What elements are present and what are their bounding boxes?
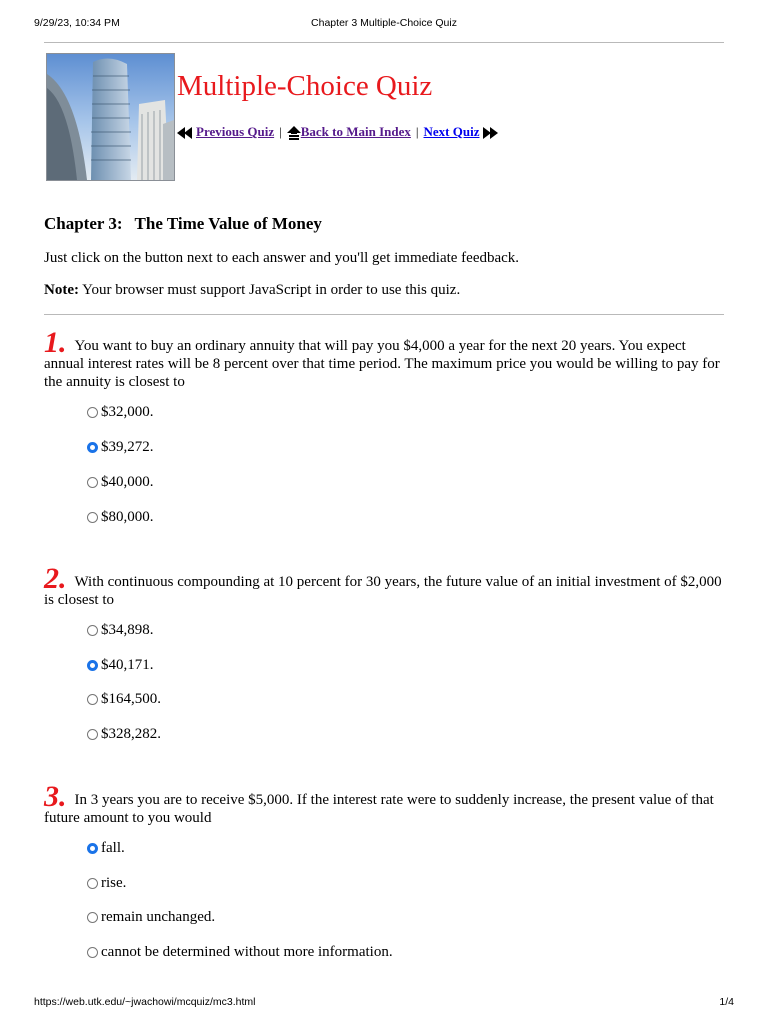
answer-option[interactable] — [87, 725, 161, 743]
back-to-main-index-link[interactable]: Back to Main Index — [300, 124, 411, 139]
radio-button[interactable] — [87, 477, 98, 488]
answer-option[interactable] — [87, 690, 161, 708]
answer-option[interactable] — [87, 839, 125, 857]
header-divider — [44, 42, 724, 43]
nav-separator: | — [279, 124, 282, 139]
question-1 — [44, 326, 728, 391]
radio-button[interactable] — [87, 912, 98, 923]
answer-label: $40,171. — [101, 656, 154, 673]
radio-button[interactable] — [87, 729, 98, 740]
answer-option[interactable] — [87, 438, 154, 456]
double-right-arrow-icon — [482, 124, 498, 140]
print-header — [0, 0, 768, 40]
next-quiz-link[interactable]: Next Quiz — [423, 124, 480, 139]
previous-quiz-link[interactable]: Previous Quiz — [196, 124, 275, 139]
instructions-text: Just click on the button next to each answer and you'll get immediate feedback. — [44, 250, 520, 266]
up-arrow-icon — [287, 124, 301, 140]
question-text: You want to buy an ordinary annuity that will pay you $4,000 a year for the next 20 years. You expect annual interest rates will be 8 percent over that time period. The maximum price you would be willing to pay for the annuity is closest to — [44, 338, 720, 390]
answer-label: $39,272. — [101, 438, 154, 455]
chapter-title: The Time Value of Money — [134, 214, 322, 233]
question-3 — [44, 780, 728, 827]
radio-button[interactable] — [87, 694, 98, 705]
answer-label: $328,282. — [101, 725, 161, 742]
print-page-number: 1/4 — [719, 996, 734, 1008]
nav-separator: | — [415, 124, 419, 139]
question-number: 3. — [44, 780, 67, 813]
answer-label: $34,898. — [101, 621, 154, 638]
print-footer — [0, 993, 768, 1013]
note-label: Note: — [44, 282, 79, 298]
radio-button[interactable] — [87, 512, 98, 523]
question-2 — [44, 562, 728, 609]
answer-label: fall. — [101, 839, 125, 856]
question-text: With continuous compounding at 10 percent for 30 years, the future value of an initial investment of $2,000 is closest to — [44, 574, 722, 608]
radio-button[interactable] — [87, 625, 98, 636]
answer-option[interactable] — [87, 656, 154, 674]
answer-option[interactable] — [87, 508, 154, 526]
page-title: Multiple-Choice Quiz — [177, 70, 433, 102]
radio-button[interactable] — [87, 878, 98, 889]
answer-label: $164,500. — [101, 690, 161, 707]
javascript-note — [44, 282, 460, 299]
radio-button[interactable] — [87, 660, 98, 671]
print-title: Chapter 3 Multiple-Choice Quiz — [311, 17, 457, 29]
answer-label: $32,000. — [101, 403, 154, 420]
quiz-navigation — [177, 124, 498, 140]
intro-divider — [44, 314, 724, 315]
answer-label: remain unchanged. — [101, 908, 216, 925]
answer-label: cannot be determined without more information. — [101, 943, 393, 960]
question-number: 1. — [44, 326, 67, 359]
note-text: Your browser must support JavaScript in order to use this quiz. — [78, 282, 461, 298]
question-text: In 3 years you are to receive $5,000. If the interest rate were to suddenly increase, the present value of that future amount to you would — [44, 792, 714, 826]
question-number: 2. — [44, 562, 67, 595]
print-url: https://web.utk.edu/~jwachowi/mcquiz/mc3.html — [34, 996, 256, 1008]
answer-option[interactable] — [87, 874, 126, 892]
answer-option[interactable] — [87, 908, 215, 926]
radio-button[interactable] — [87, 442, 98, 453]
skyscraper-photo — [46, 53, 175, 181]
chapter-heading — [44, 214, 322, 234]
answer-option[interactable] — [87, 473, 154, 491]
double-left-arrow-icon — [177, 124, 193, 140]
radio-button[interactable] — [87, 947, 98, 958]
answer-label: $40,000. — [101, 473, 154, 490]
answer-option[interactable] — [87, 943, 393, 961]
answer-label: rise. — [101, 874, 127, 891]
radio-button[interactable] — [87, 407, 98, 418]
print-datetime: 9/29/23, 10:34 PM — [34, 17, 120, 29]
answer-option[interactable] — [87, 403, 154, 421]
answer-label: $80,000. — [101, 508, 154, 525]
answer-option[interactable] — [87, 621, 154, 639]
radio-button[interactable] — [87, 843, 98, 854]
chapter-number: Chapter 3: — [44, 214, 123, 233]
